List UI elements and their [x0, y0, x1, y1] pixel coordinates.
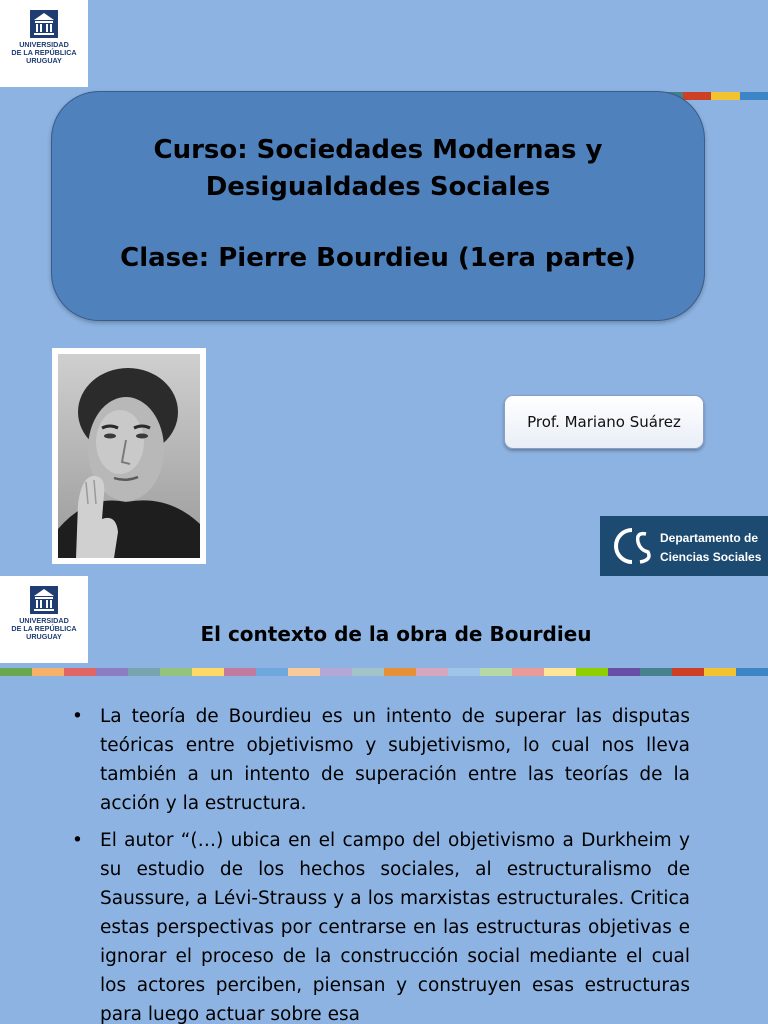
department-line-2: Ciencias Sociales	[660, 550, 762, 564]
stripe-segment	[32, 668, 64, 676]
university-logo	[0, 0, 88, 87]
university-building-icon	[29, 585, 59, 615]
title-box	[51, 91, 705, 321]
portrait-photo	[52, 348, 206, 564]
course-title-line-1: Curso: Sociedades Modernas y	[153, 135, 603, 165]
bullet-item: • La teoría de Bourdieu es un intento de superar las disputas teóricas entre objetivismo y subjetivismo, lo cual nos lleva también a un intento de superación entre las teorías de la acción y la estructura.	[72, 702, 690, 818]
stripe-segment	[480, 668, 512, 676]
stripe-segment	[736, 668, 768, 676]
stripe-segment	[512, 668, 544, 676]
logo-line: UNIVERSIDAD	[19, 40, 69, 49]
department-line-1: Departamento de	[660, 531, 759, 545]
logo-line: URUGUAY	[26, 56, 62, 65]
stripe-segment	[352, 668, 384, 676]
stripe-segment	[576, 668, 608, 676]
stripe-segment	[672, 668, 704, 676]
stripe-segment	[128, 668, 160, 676]
color-stripe	[0, 668, 768, 676]
stripe-segment	[64, 668, 96, 676]
stripe-segment	[384, 668, 416, 676]
logo-line: DE LA REPÚBLICA	[11, 48, 77, 57]
university-logo	[0, 576, 88, 663]
bullet-item: • El autor “(…) ubica en el campo del objetivismo a Durkheim y su estudio de los hechos sociales, al estructuralismo de Saussure, a Lévi-Strauss y a los marxistas estructurales. Critica estas perspectivas por centrarse en las estructuras objetivas e ignorar el proceso de la construcción social mediante el cual los actores perciben, piensan y construyen esas estructuras para luego actuar sobre esa	[72, 826, 690, 1024]
stripe-segment	[640, 668, 672, 676]
stripe-segment	[416, 668, 448, 676]
logo-line: UNIVERSIDAD	[19, 616, 69, 625]
professor-label	[504, 395, 704, 449]
stripe-segment	[711, 92, 739, 100]
course-title-line-2: Desigualdades Sociales	[205, 172, 551, 202]
stripe-segment	[704, 668, 736, 676]
stripe-segment	[160, 668, 192, 676]
stripe-segment	[0, 668, 32, 676]
professor-name: Prof. Mariano Suárez	[527, 413, 681, 431]
stripe-segment	[608, 668, 640, 676]
bullet-list	[72, 702, 690, 1024]
stripe-segment	[740, 92, 768, 100]
stripe-segment	[224, 668, 256, 676]
stripe-segment	[544, 668, 576, 676]
stripe-segment	[320, 668, 352, 676]
stripe-segment	[683, 92, 711, 100]
slide-2	[0, 576, 768, 1024]
portrait-photo-icon	[58, 354, 200, 558]
cs-logo-icon	[610, 524, 654, 568]
stripe-segment	[96, 668, 128, 676]
stripe-segment	[448, 668, 480, 676]
stripe-segment	[256, 668, 288, 676]
university-building-icon	[29, 9, 59, 39]
department-logo	[600, 516, 768, 576]
stripe-segment	[192, 668, 224, 676]
slide-title: El contexto de la obra de Bourdieu	[200, 622, 592, 646]
logo-line: URUGUAY	[26, 632, 62, 641]
stripe-segment	[288, 668, 320, 676]
logo-line: DE LA REPÚBLICA	[11, 624, 77, 633]
class-title: Clase: Pierre Bourdieu (1era parte)	[120, 243, 636, 273]
